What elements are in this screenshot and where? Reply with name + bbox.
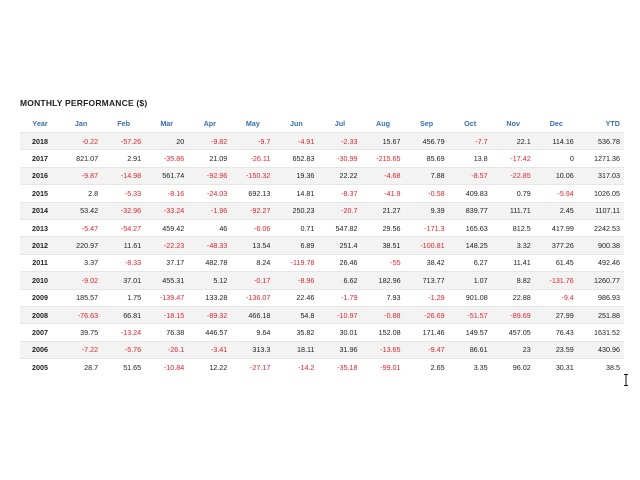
month-cell: 11.41 xyxy=(492,254,535,271)
month-cell: -8.37 xyxy=(318,185,361,202)
month-cell: -5.94 xyxy=(535,185,578,202)
ytd-cell: 2242.53 xyxy=(578,219,624,236)
month-cell: -9.82 xyxy=(188,133,231,150)
column-header-jan: Jan xyxy=(60,115,102,133)
month-cell: 53.42 xyxy=(60,202,102,219)
year-cell: 2017 xyxy=(20,150,60,167)
month-cell: -131.76 xyxy=(535,272,578,289)
month-cell: 8.82 xyxy=(492,272,535,289)
month-cell: 2.8 xyxy=(60,185,102,202)
month-cell: 31.96 xyxy=(318,341,361,358)
ytd-cell: 1260.77 xyxy=(578,272,624,289)
month-cell: -1.96 xyxy=(188,202,231,219)
month-cell: 54.8 xyxy=(274,306,318,323)
month-cell: 114.16 xyxy=(535,133,578,150)
month-cell: -6.06 xyxy=(231,219,274,236)
table-body xyxy=(20,133,624,376)
month-cell: 7.93 xyxy=(362,289,405,306)
month-cell: -9.7 xyxy=(231,133,274,150)
ytd-cell: 536.78 xyxy=(578,133,624,150)
month-cell: -92.96 xyxy=(188,167,231,184)
month-cell: 22.1 xyxy=(492,133,535,150)
month-cell: 85.69 xyxy=(405,150,449,167)
month-cell: 20 xyxy=(145,133,188,150)
column-header-sep: Sep xyxy=(405,115,449,133)
month-cell: -215.65 xyxy=(362,150,405,167)
ytd-cell: 1631.52 xyxy=(578,324,624,341)
month-cell: -55 xyxy=(362,254,405,271)
month-cell: 12.22 xyxy=(188,359,231,376)
table-row xyxy=(20,202,624,219)
year-cell: 2005 xyxy=(20,359,60,376)
month-cell: -22.85 xyxy=(492,167,535,184)
column-header-may: May xyxy=(231,115,274,133)
month-cell: -1.79 xyxy=(318,289,361,306)
table-row xyxy=(20,289,624,306)
month-cell: 547.82 xyxy=(318,219,361,236)
month-cell: -0.17 xyxy=(231,272,274,289)
month-cell: 30.01 xyxy=(318,324,361,341)
month-cell: 23 xyxy=(492,341,535,358)
month-cell: 821.07 xyxy=(60,150,102,167)
month-cell: 457.05 xyxy=(492,324,535,341)
month-cell: -171.3 xyxy=(405,219,449,236)
month-cell: 446.57 xyxy=(188,324,231,341)
ytd-cell: 1271.36 xyxy=(578,150,624,167)
ytd-cell: 1026.05 xyxy=(578,185,624,202)
column-header-oct: Oct xyxy=(449,115,492,133)
month-cell: 0 xyxy=(535,150,578,167)
month-cell: 812.5 xyxy=(492,219,535,236)
monthly-performance-table xyxy=(20,115,624,375)
month-cell: 459.42 xyxy=(145,219,188,236)
month-cell: 455.31 xyxy=(145,272,188,289)
month-cell: -24.03 xyxy=(188,185,231,202)
month-cell: -14.2 xyxy=(274,359,318,376)
month-cell: -119.78 xyxy=(274,254,318,271)
month-cell: -76.63 xyxy=(60,306,102,323)
month-cell: 251.4 xyxy=(318,237,361,254)
year-cell: 2018 xyxy=(20,133,60,150)
month-cell: 377.26 xyxy=(535,237,578,254)
month-cell: -9.47 xyxy=(405,341,449,358)
table-row xyxy=(20,219,624,236)
text-cursor-icon xyxy=(623,374,629,386)
table-row xyxy=(20,341,624,358)
month-cell: -0.58 xyxy=(405,185,449,202)
month-cell: -5.33 xyxy=(102,185,145,202)
table-row xyxy=(20,167,624,184)
table-row xyxy=(20,133,624,150)
month-cell: -30.99 xyxy=(318,150,361,167)
column-header-year: Year xyxy=(20,115,60,133)
month-cell: 18.11 xyxy=(274,341,318,358)
month-cell: 39.75 xyxy=(60,324,102,341)
month-cell: 51.65 xyxy=(102,359,145,376)
month-cell: 313.3 xyxy=(231,341,274,358)
month-cell: 76.38 xyxy=(145,324,188,341)
year-cell: 2011 xyxy=(20,254,60,271)
month-cell: 482.78 xyxy=(188,254,231,271)
month-cell: 901.08 xyxy=(449,289,492,306)
ytd-cell: 1107.11 xyxy=(578,202,624,219)
month-cell: 22.22 xyxy=(318,167,361,184)
ytd-cell: 38.5 xyxy=(578,359,624,376)
month-cell: -7.22 xyxy=(60,341,102,358)
month-cell: -136.07 xyxy=(231,289,274,306)
month-cell: 2.45 xyxy=(535,202,578,219)
month-cell: 38.42 xyxy=(405,254,449,271)
column-header-aug: Aug xyxy=(362,115,405,133)
month-cell: -5.76 xyxy=(102,341,145,358)
month-cell: -9.4 xyxy=(535,289,578,306)
month-cell: 23.59 xyxy=(535,341,578,358)
month-cell: 185.57 xyxy=(60,289,102,306)
month-cell: -35.18 xyxy=(318,359,361,376)
month-cell: -10.84 xyxy=(145,359,188,376)
month-cell: -33.24 xyxy=(145,202,188,219)
month-cell: 713.77 xyxy=(405,272,449,289)
column-header-mar: Mar xyxy=(145,115,188,133)
year-cell: 2010 xyxy=(20,272,60,289)
month-cell: 409.83 xyxy=(449,185,492,202)
month-cell: -26.11 xyxy=(231,150,274,167)
month-cell: 220.97 xyxy=(60,237,102,254)
month-cell: 3.32 xyxy=(492,237,535,254)
ytd-cell: 986.93 xyxy=(578,289,624,306)
month-cell: 7.88 xyxy=(405,167,449,184)
month-cell: 76.43 xyxy=(535,324,578,341)
month-cell: -8.16 xyxy=(145,185,188,202)
month-cell: -3.41 xyxy=(188,341,231,358)
month-cell: 839.77 xyxy=(449,202,492,219)
month-cell: 35.82 xyxy=(274,324,318,341)
column-header-jul: Jul xyxy=(318,115,361,133)
year-cell: 2013 xyxy=(20,219,60,236)
column-header-jun: Jun xyxy=(274,115,318,133)
month-cell: 37.17 xyxy=(145,254,188,271)
month-cell: 19.36 xyxy=(274,167,318,184)
month-cell: -13.65 xyxy=(362,341,405,358)
month-cell: 152.08 xyxy=(362,324,405,341)
month-cell: 133.28 xyxy=(188,289,231,306)
month-cell: 28.7 xyxy=(60,359,102,376)
month-cell: -20.7 xyxy=(318,202,361,219)
month-cell: 10.06 xyxy=(535,167,578,184)
month-cell: 692.13 xyxy=(231,185,274,202)
month-cell: 250.23 xyxy=(274,202,318,219)
month-cell: 21.27 xyxy=(362,202,405,219)
month-cell: -89.32 xyxy=(188,306,231,323)
month-cell: 13.54 xyxy=(231,237,274,254)
month-cell: 6.62 xyxy=(318,272,361,289)
month-cell: -92.27 xyxy=(231,202,274,219)
month-cell: -139.47 xyxy=(145,289,188,306)
month-cell: -8.96 xyxy=(274,272,318,289)
table-row xyxy=(20,359,624,376)
month-cell: -13.24 xyxy=(102,324,145,341)
column-header-dec: Dec xyxy=(535,115,578,133)
month-cell: 165.63 xyxy=(449,219,492,236)
month-cell: 22.46 xyxy=(274,289,318,306)
month-cell: 6.27 xyxy=(449,254,492,271)
month-cell: -35.86 xyxy=(145,150,188,167)
month-cell: 1.75 xyxy=(102,289,145,306)
month-cell: -4.68 xyxy=(362,167,405,184)
month-cell: 61.45 xyxy=(535,254,578,271)
month-cell: 14.81 xyxy=(274,185,318,202)
month-cell: 86.61 xyxy=(449,341,492,358)
month-cell: 652.83 xyxy=(274,150,318,167)
month-cell: 417.99 xyxy=(535,219,578,236)
month-cell: 111.71 xyxy=(492,202,535,219)
month-cell: -9.02 xyxy=(60,272,102,289)
month-cell: 561.74 xyxy=(145,167,188,184)
ytd-cell: 251.88 xyxy=(578,306,624,323)
month-cell: 26.46 xyxy=(318,254,361,271)
year-cell: 2009 xyxy=(20,289,60,306)
month-cell: -8.33 xyxy=(102,254,145,271)
month-cell: 2.65 xyxy=(405,359,449,376)
ytd-cell: 900.38 xyxy=(578,237,624,254)
month-cell: -9.87 xyxy=(60,167,102,184)
month-cell: -89.69 xyxy=(492,306,535,323)
table-row xyxy=(20,237,624,254)
month-cell: 456.79 xyxy=(405,133,449,150)
year-cell: 2008 xyxy=(20,306,60,323)
month-cell: -8.57 xyxy=(449,167,492,184)
month-cell: 11.61 xyxy=(102,237,145,254)
month-cell: -17.42 xyxy=(492,150,535,167)
month-cell: -22.23 xyxy=(145,237,188,254)
table-row xyxy=(20,254,624,271)
month-cell: -0.88 xyxy=(362,306,405,323)
month-cell: -1.29 xyxy=(405,289,449,306)
year-cell: 2014 xyxy=(20,202,60,219)
month-cell: 0.71 xyxy=(274,219,318,236)
month-cell: -51.57 xyxy=(449,306,492,323)
month-cell: -100.81 xyxy=(405,237,449,254)
month-cell: 5.12 xyxy=(188,272,231,289)
month-cell: 96.02 xyxy=(492,359,535,376)
month-cell: -54.27 xyxy=(102,219,145,236)
header-row xyxy=(20,115,624,133)
month-cell: -10.97 xyxy=(318,306,361,323)
month-cell: 3.35 xyxy=(449,359,492,376)
ytd-cell: 492.46 xyxy=(578,254,624,271)
month-cell: -32.96 xyxy=(102,202,145,219)
month-cell: 46 xyxy=(188,219,231,236)
column-header-feb: Feb xyxy=(102,115,145,133)
month-cell: 2.91 xyxy=(102,150,145,167)
month-cell: 21.09 xyxy=(188,150,231,167)
month-cell: -99.01 xyxy=(362,359,405,376)
ytd-cell: 317.03 xyxy=(578,167,624,184)
month-cell: -57.26 xyxy=(102,133,145,150)
month-cell: -26.69 xyxy=(405,306,449,323)
month-cell: 171.46 xyxy=(405,324,449,341)
month-cell: -14.98 xyxy=(102,167,145,184)
month-cell: 149.57 xyxy=(449,324,492,341)
month-cell: 37.01 xyxy=(102,272,145,289)
month-cell: 1.07 xyxy=(449,272,492,289)
month-cell: -0.22 xyxy=(60,133,102,150)
month-cell: -7.7 xyxy=(449,133,492,150)
month-cell: 29.56 xyxy=(362,219,405,236)
table-row xyxy=(20,306,624,323)
month-cell: 27.99 xyxy=(535,306,578,323)
month-cell: 30.31 xyxy=(535,359,578,376)
table-title: MONTHLY PERFORMANCE ($) xyxy=(20,98,148,108)
table-row xyxy=(20,150,624,167)
month-cell: -27.17 xyxy=(231,359,274,376)
month-cell: 9.64 xyxy=(231,324,274,341)
month-cell: 15.67 xyxy=(362,133,405,150)
column-header-nov: Nov xyxy=(492,115,535,133)
month-cell: -26.1 xyxy=(145,341,188,358)
table-row xyxy=(20,272,624,289)
month-cell: 13.8 xyxy=(449,150,492,167)
column-header-ytd: YTD xyxy=(578,115,624,133)
table-header xyxy=(20,115,624,133)
month-cell: 148.25 xyxy=(449,237,492,254)
year-cell: 2016 xyxy=(20,167,60,184)
month-cell: -2.33 xyxy=(318,133,361,150)
month-cell: 6.89 xyxy=(274,237,318,254)
month-cell: -150.32 xyxy=(231,167,274,184)
month-cell: 466.18 xyxy=(231,306,274,323)
ytd-cell: 430.96 xyxy=(578,341,624,358)
column-header-apr: Apr xyxy=(188,115,231,133)
month-cell: -5.47 xyxy=(60,219,102,236)
table-row xyxy=(20,185,624,202)
month-cell: -48.33 xyxy=(188,237,231,254)
month-cell: 3.37 xyxy=(60,254,102,271)
month-cell: 8.24 xyxy=(231,254,274,271)
month-cell: 0.79 xyxy=(492,185,535,202)
year-cell: 2007 xyxy=(20,324,60,341)
month-cell: -4.91 xyxy=(274,133,318,150)
month-cell: 38.51 xyxy=(362,237,405,254)
month-cell: 182.96 xyxy=(362,272,405,289)
month-cell: -41.9 xyxy=(362,185,405,202)
month-cell: 22.88 xyxy=(492,289,535,306)
year-cell: 2006 xyxy=(20,341,60,358)
year-cell: 2012 xyxy=(20,237,60,254)
table-row xyxy=(20,324,624,341)
year-cell: 2015 xyxy=(20,185,60,202)
month-cell: -18.15 xyxy=(145,306,188,323)
month-cell: 9.39 xyxy=(405,202,449,219)
month-cell: 66.81 xyxy=(102,306,145,323)
